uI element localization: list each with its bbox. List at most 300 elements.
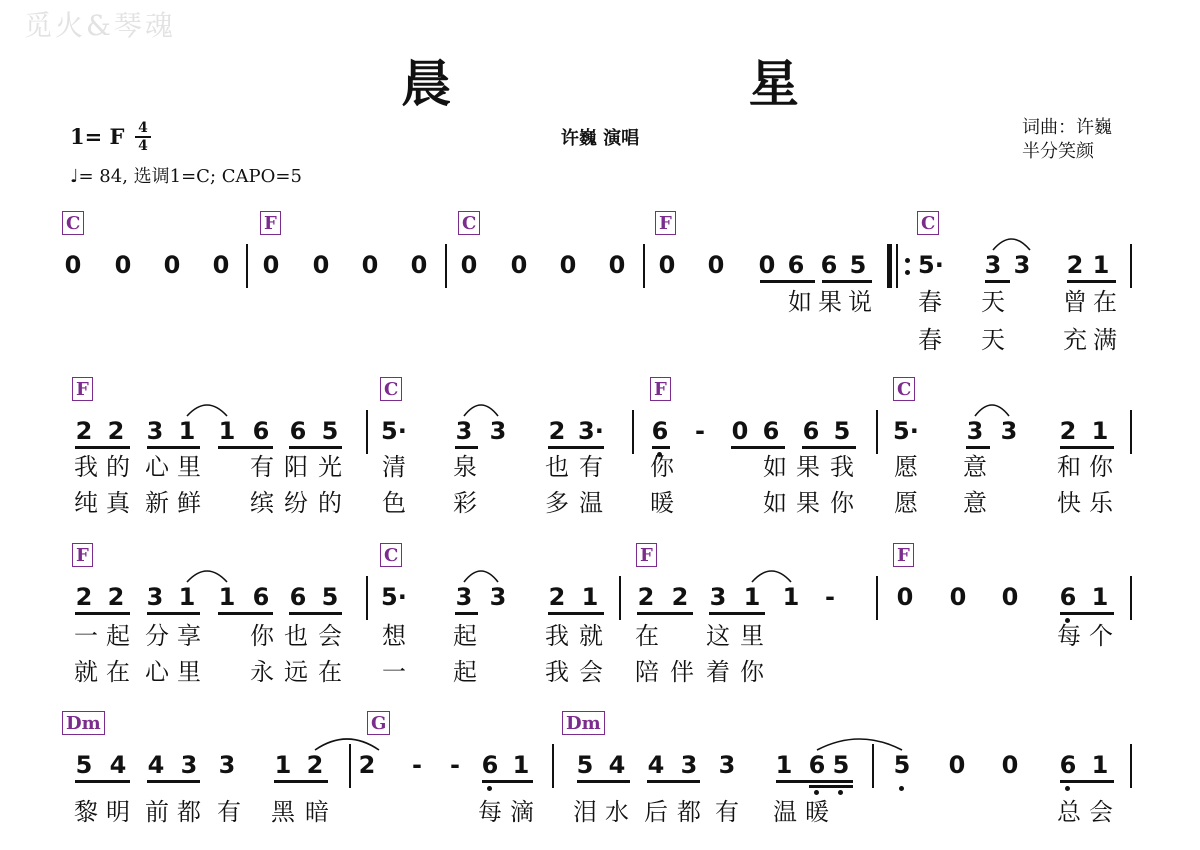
- lyric-character: 都: [177, 798, 201, 826]
- lyric-character: 都: [677, 798, 701, 826]
- barline: [643, 244, 645, 288]
- note: [143, 414, 167, 448]
- note-value: 0: [262, 251, 280, 279]
- chord-symbol: F: [893, 543, 914, 567]
- note-value: 0: [460, 251, 478, 279]
- lyric-character: 色: [382, 489, 406, 517]
- chord-symbol: C: [893, 377, 915, 401]
- lyric-character: 阳: [284, 453, 308, 481]
- duration-underline: [637, 612, 693, 615]
- note: [805, 748, 829, 782]
- barline: [1130, 410, 1132, 454]
- chord-symbol: Dm: [562, 711, 605, 735]
- duration-underline: [75, 446, 130, 449]
- lyric-character: 有: [217, 798, 241, 826]
- lyric-character: 暖: [805, 798, 829, 826]
- barline: [366, 410, 368, 454]
- note: [209, 248, 233, 282]
- lyric-character: 我: [74, 453, 98, 481]
- lyric-character: 温: [579, 489, 603, 517]
- lyric-character: 永: [250, 658, 274, 686]
- duration-underline: [147, 612, 200, 615]
- lyric-character: 快: [1057, 489, 1081, 517]
- lyric-character: 乐: [1089, 489, 1113, 517]
- lyric-character: 你: [740, 658, 764, 686]
- note-value: 5: [832, 751, 850, 779]
- note-value: 1: [218, 417, 236, 445]
- note: [704, 248, 728, 282]
- chord-symbol: C: [458, 211, 480, 235]
- note-value: 0: [114, 251, 132, 279]
- note: [381, 414, 405, 448]
- note: [893, 414, 917, 448]
- note: [106, 748, 130, 782]
- watermark: 觅火&琴魂: [24, 9, 176, 42]
- note-value: 3: [1000, 417, 1018, 445]
- lyric-character: 黎: [74, 798, 98, 826]
- note: [644, 748, 668, 782]
- duration-underline-second: [809, 785, 853, 788]
- note-value: 5: [833, 417, 851, 445]
- lyric-character: 在: [318, 658, 342, 686]
- performer: 许巍 演唱: [560, 128, 640, 149]
- lyric-character: 泪: [573, 798, 597, 826]
- note-value: 0: [758, 251, 776, 279]
- note: [249, 414, 273, 448]
- note-value: 5·: [893, 417, 919, 445]
- lower-octave-dot: [1065, 786, 1070, 791]
- lyric-character: 的: [106, 453, 130, 481]
- note: [779, 580, 803, 614]
- note: [318, 414, 342, 448]
- note-value: 1: [782, 583, 800, 611]
- lyric-character: 光: [318, 453, 342, 481]
- lyric-character: 你: [650, 453, 674, 481]
- lyric-character: 你: [1089, 453, 1113, 481]
- lyric-character: 说: [848, 288, 872, 316]
- duration-underline: [1067, 280, 1116, 283]
- note: [452, 414, 476, 448]
- note: [578, 414, 602, 448]
- lyric-character: 意: [963, 453, 987, 481]
- note: [655, 248, 679, 282]
- note-value: 0: [312, 251, 330, 279]
- lyric-character: 会: [1089, 798, 1113, 826]
- note: [830, 414, 854, 448]
- lyric-character: 充: [1063, 326, 1087, 354]
- note-value: 3: [718, 751, 736, 779]
- note-value: 1: [775, 751, 793, 779]
- note-value: 0: [559, 251, 577, 279]
- duration-underline: [75, 780, 130, 783]
- note-value: 3: [680, 751, 698, 779]
- repeat-dot: [905, 270, 910, 275]
- note-value: 3·: [578, 417, 604, 445]
- note-value: 1: [1092, 251, 1110, 279]
- note: [271, 748, 295, 782]
- lyric-character: 总: [1057, 798, 1081, 826]
- note: [286, 580, 310, 614]
- barline: [1130, 244, 1132, 288]
- barline: [619, 576, 621, 620]
- duration-underline: [147, 780, 200, 783]
- duration-underline: [548, 446, 604, 449]
- note: [946, 580, 970, 614]
- note: [772, 748, 796, 782]
- note-value: 6: [762, 417, 780, 445]
- note: [407, 248, 431, 282]
- note: [104, 414, 128, 448]
- lyric-character: 在: [106, 658, 130, 686]
- note-value: 2: [548, 417, 566, 445]
- lyric-character: 在: [1093, 288, 1117, 316]
- duration-underline: [147, 446, 200, 449]
- lyric-character: 泉: [453, 453, 477, 481]
- lyric-character: 彩: [453, 489, 477, 517]
- note-value: 3: [146, 583, 164, 611]
- note: [829, 748, 853, 782]
- lyric-character: 这: [706, 622, 730, 650]
- lyric-character: 享: [177, 622, 201, 650]
- lyric-character: 在: [635, 622, 659, 650]
- note-value: 5: [849, 251, 867, 279]
- note-value: -: [695, 417, 705, 445]
- note: [478, 748, 502, 782]
- note: [945, 748, 969, 782]
- note-value: 5·: [918, 251, 944, 279]
- lyric-character: 起: [453, 622, 477, 650]
- barline: [872, 744, 874, 788]
- note: [160, 248, 184, 282]
- lyric-character: 黑: [271, 798, 295, 826]
- lyric-character: 纷: [284, 489, 308, 517]
- duration-underline: [966, 446, 990, 449]
- lyric-character: 缤: [250, 489, 274, 517]
- note-value: 0: [163, 251, 181, 279]
- lyric-character: 纯: [74, 489, 98, 517]
- chord-symbol: C: [380, 543, 402, 567]
- note: [507, 248, 531, 282]
- note-value: 2: [671, 583, 689, 611]
- lyric-character: 多: [545, 489, 569, 517]
- lyric-character: 也: [545, 453, 569, 481]
- lyric-character: 如: [763, 489, 787, 517]
- note-value: -: [450, 751, 460, 779]
- note: [1056, 748, 1080, 782]
- note-value: 3: [218, 751, 236, 779]
- duration-underline: [731, 446, 785, 449]
- note: [1056, 414, 1080, 448]
- note-value: 1: [743, 583, 761, 611]
- note-value: 4: [147, 751, 165, 779]
- lyric-character: 天: [981, 288, 1005, 316]
- lyric-character: 和: [1057, 453, 1081, 481]
- barline: [876, 410, 878, 454]
- note-value: 5·: [381, 583, 407, 611]
- lyric-character: 里: [177, 658, 201, 686]
- note: [175, 414, 199, 448]
- duration-underline: [822, 280, 872, 283]
- note-value: 2: [306, 751, 324, 779]
- note-value: 3: [984, 251, 1002, 279]
- time-signature-top: 4: [138, 120, 148, 136]
- lyric-character: 暖: [650, 489, 674, 517]
- note-value: 1: [178, 417, 196, 445]
- credits: [1022, 116, 1112, 164]
- note-value: 2: [1066, 251, 1084, 279]
- note: [997, 414, 1021, 448]
- note-value: 2: [75, 417, 93, 445]
- note: [1063, 248, 1087, 282]
- note: [381, 580, 405, 614]
- note-value: 3: [709, 583, 727, 611]
- chord-symbol: F: [72, 377, 93, 401]
- chord-symbol: F: [655, 211, 676, 235]
- lyric-character: 果: [796, 489, 820, 517]
- note: [634, 580, 658, 614]
- duration-underline: [985, 280, 1010, 283]
- duration-underline: [218, 612, 273, 615]
- lyric-character: 有: [579, 453, 603, 481]
- note: [545, 580, 569, 614]
- note-value: 1: [512, 751, 530, 779]
- chord-symbol: F: [650, 377, 671, 401]
- duration-underline: [482, 780, 533, 783]
- chord-symbol: F: [260, 211, 281, 235]
- note: [740, 580, 764, 614]
- note: [818, 580, 842, 614]
- note-value: 2: [107, 583, 125, 611]
- chord-symbol: C: [917, 211, 939, 235]
- note: [846, 248, 870, 282]
- duration-underline: [289, 446, 342, 449]
- note: [72, 580, 96, 614]
- note-value: 0: [212, 251, 230, 279]
- note-value: 1: [178, 583, 196, 611]
- note: [1088, 580, 1112, 614]
- note-value: 3: [146, 417, 164, 445]
- note-value: 5: [893, 751, 911, 779]
- note-value: 0: [707, 251, 725, 279]
- song-title: 晨 星: [401, 54, 939, 113]
- lyric-character: 我: [545, 622, 569, 650]
- note-value: 0: [410, 251, 428, 279]
- lyric-character: 水: [605, 798, 629, 826]
- lyric-character: 新: [145, 489, 169, 517]
- note-value: 2: [548, 583, 566, 611]
- note: [1088, 748, 1112, 782]
- lyric-character: 我: [545, 658, 569, 686]
- note-value: 1: [1091, 583, 1109, 611]
- lyric-character: 会: [318, 622, 342, 650]
- barline: [349, 744, 351, 788]
- repeat-thick-bar: [887, 244, 892, 288]
- lyric-character: 我: [830, 453, 854, 481]
- note-value: 2: [107, 417, 125, 445]
- note: [648, 414, 672, 448]
- key-signature: 1= F: [70, 124, 125, 149]
- duration-underline: [1060, 446, 1114, 449]
- note: [177, 748, 201, 782]
- note-value: 6: [252, 417, 270, 445]
- note: [443, 748, 467, 782]
- duration-underline: [75, 612, 130, 615]
- note: [605, 748, 629, 782]
- note-value: 1: [1091, 751, 1109, 779]
- note: [215, 414, 239, 448]
- lyric-character: 一: [382, 658, 406, 686]
- lyric-character: 果: [796, 453, 820, 481]
- note: [72, 414, 96, 448]
- note: [1088, 414, 1112, 448]
- note: [545, 414, 569, 448]
- note: [215, 748, 239, 782]
- note: [144, 748, 168, 782]
- lyric-character: 天: [981, 326, 1005, 354]
- note-value: 3: [489, 583, 507, 611]
- lyric-character: 有: [715, 798, 739, 826]
- note-value: 4: [608, 751, 626, 779]
- duration-underline: [776, 780, 853, 783]
- lyric-character: 伴: [670, 658, 694, 686]
- note-value: 6: [651, 417, 669, 445]
- lyric-character: 就: [579, 622, 603, 650]
- note: [486, 580, 510, 614]
- lower-octave-dot: [487, 786, 492, 791]
- barline: [1130, 744, 1132, 788]
- note: [893, 580, 917, 614]
- lyric-character: 心: [145, 658, 169, 686]
- note-value: 0: [731, 417, 749, 445]
- lyric-character: 远: [284, 658, 308, 686]
- note-value: 2: [637, 583, 655, 611]
- lyric-character: 里: [740, 622, 764, 650]
- note: [259, 248, 283, 282]
- note-value: 0: [896, 583, 914, 611]
- note: [668, 580, 692, 614]
- note-value: 6: [481, 751, 499, 779]
- note: [573, 748, 597, 782]
- note-value: 5: [75, 751, 93, 779]
- lyric-character: 如: [788, 288, 812, 316]
- note: [1010, 248, 1034, 282]
- note: [784, 248, 808, 282]
- tempo-marking: ♩= 84, 选调1=C; CAPO=5: [70, 166, 302, 187]
- note: [715, 748, 739, 782]
- note-value: 0: [1001, 751, 1019, 779]
- duration-underline: [548, 612, 604, 615]
- repeat-start-sign: [887, 244, 911, 288]
- duration-underline: [274, 780, 328, 783]
- note-value: 0: [949, 583, 967, 611]
- note: [759, 414, 783, 448]
- chord-symbol: F: [72, 543, 93, 567]
- note: [1089, 248, 1113, 282]
- lyric-character: 的: [318, 489, 342, 517]
- note-value: 3: [489, 417, 507, 445]
- note-value: 1: [1091, 417, 1109, 445]
- lower-octave-dot: [838, 790, 843, 795]
- lyric-character: 着: [706, 658, 730, 686]
- note: [509, 748, 533, 782]
- lyric-character: 陪: [635, 658, 659, 686]
- note: [457, 248, 481, 282]
- lyric-character: 心: [145, 453, 169, 481]
- note-value: 3: [455, 583, 473, 611]
- note: [890, 748, 914, 782]
- lyric-character: 起: [453, 658, 477, 686]
- note: [918, 248, 942, 282]
- note: [111, 248, 135, 282]
- note-value: 1: [218, 583, 236, 611]
- note-value: 1: [274, 751, 292, 779]
- duration-underline: [218, 446, 273, 449]
- lyric-character: 前: [145, 798, 169, 826]
- duration-underline: [455, 446, 478, 449]
- lyric-character: 曾: [1063, 288, 1087, 316]
- lyric-character: 一: [74, 622, 98, 650]
- lyric-character: 真: [106, 489, 130, 517]
- note-value: 5·: [381, 417, 407, 445]
- chord-symbol: C: [62, 211, 84, 235]
- note: [817, 248, 841, 282]
- note-value: 6: [289, 417, 307, 445]
- note-value: -: [412, 751, 422, 779]
- note-value: 0: [1001, 583, 1019, 611]
- duration-underline: [652, 446, 670, 449]
- barline: [445, 244, 447, 288]
- duration-underline: [577, 780, 630, 783]
- repeat-dot: [905, 258, 910, 263]
- lyric-character: 想: [382, 622, 406, 650]
- lyric-character: 温: [773, 798, 797, 826]
- lyric-character: 满: [1093, 326, 1117, 354]
- lyric-character: 起: [106, 622, 130, 650]
- note: [578, 580, 602, 614]
- barline: [876, 576, 878, 620]
- note-value: 0: [361, 251, 379, 279]
- note-value: 2: [1059, 417, 1077, 445]
- lyric-character: 鲜: [177, 489, 201, 517]
- note: [486, 414, 510, 448]
- note-value: 0: [948, 751, 966, 779]
- note: [249, 580, 273, 614]
- duration-underline: [1060, 780, 1114, 783]
- lyric-character: 每: [478, 798, 502, 826]
- note: [728, 414, 752, 448]
- note-value: 5: [321, 417, 339, 445]
- duration-underline: [455, 612, 478, 615]
- duration-underline: [289, 612, 342, 615]
- note: [706, 580, 730, 614]
- note: [755, 248, 779, 282]
- lower-octave-dot: [899, 786, 904, 791]
- note: [799, 414, 823, 448]
- note-value: 4: [109, 751, 127, 779]
- lyric-character: 有: [250, 453, 274, 481]
- barline: [552, 744, 554, 788]
- lyric-character: 春: [918, 326, 942, 354]
- note: [358, 248, 382, 282]
- note-value: 5: [576, 751, 594, 779]
- note-value: 6: [289, 583, 307, 611]
- note: [981, 248, 1005, 282]
- note: [556, 248, 580, 282]
- lyric-character: 清: [382, 453, 406, 481]
- time-signature-bottom: 4: [138, 138, 148, 154]
- note: [355, 748, 379, 782]
- note-value: 2: [75, 583, 93, 611]
